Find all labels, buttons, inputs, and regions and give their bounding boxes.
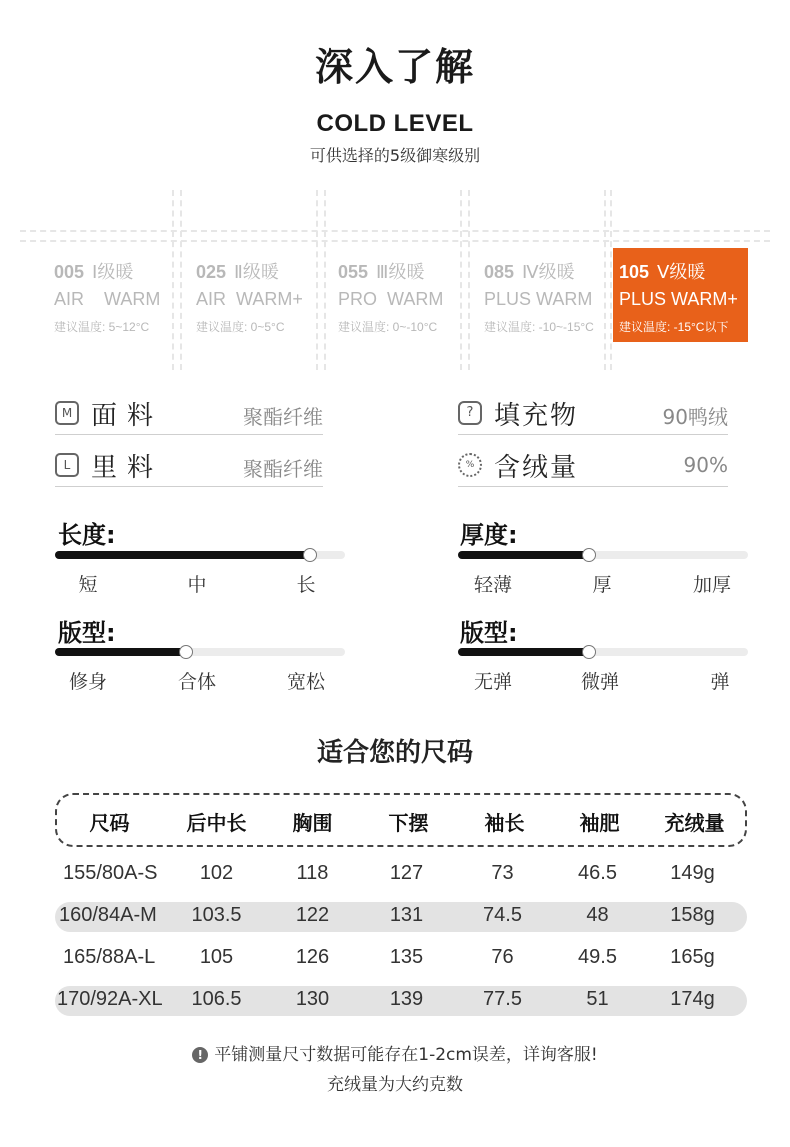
tick-label: 中 bbox=[187, 574, 207, 596]
table-cell: 74.5 bbox=[483, 904, 522, 926]
cold-level-card-5-selected bbox=[613, 248, 748, 342]
table-cell: 73 bbox=[491, 862, 514, 884]
level-temp: 建议温度: 0~-10°C bbox=[338, 320, 438, 334]
level-name: AIR WARM+ bbox=[196, 289, 303, 309]
table-cell: 76 bbox=[491, 946, 514, 968]
warning-icon: ! bbox=[192, 1047, 208, 1063]
fit-slider bbox=[55, 648, 345, 656]
thickness-slider bbox=[458, 551, 748, 559]
tick-label: 宽松 bbox=[286, 671, 325, 693]
level-name: PRO WARM bbox=[338, 289, 444, 309]
column-header: 下摆 bbox=[388, 811, 429, 835]
level-temp: 建议温度: 5~12°C bbox=[54, 320, 150, 334]
filling-row bbox=[458, 395, 728, 435]
table-cell: 165/88A-L bbox=[63, 946, 156, 968]
column-header: 胸围 bbox=[292, 811, 333, 835]
cold-level-strip bbox=[20, 190, 770, 370]
level-code: 055 bbox=[338, 262, 369, 282]
level-grade: Ⅰ级暖 bbox=[92, 262, 134, 282]
stretch-label: 版型: bbox=[460, 619, 518, 647]
table-cell: 130 bbox=[295, 988, 330, 1010]
stretch-slider bbox=[458, 648, 748, 656]
table-cell: 103.5 bbox=[191, 904, 242, 926]
filling-label: 填充物 bbox=[494, 401, 579, 431]
table-cell: 135 bbox=[389, 946, 424, 968]
level-grade: Ⅱ级暖 bbox=[234, 262, 279, 282]
tick-label: 加厚 bbox=[692, 574, 731, 596]
measurement-note-text: 平铺测量尺寸数据可能存在1-2cm误差，详询客服! bbox=[214, 1045, 598, 1065]
level-temp: 建议温度: 0~5°C bbox=[196, 320, 285, 334]
column-header: 充绒量 bbox=[664, 811, 725, 835]
table-cell: 122 bbox=[295, 904, 330, 926]
table-cell: 106.5 bbox=[191, 988, 242, 1010]
size-table-header bbox=[55, 793, 747, 847]
column-header: 尺码 bbox=[89, 811, 130, 835]
slider-knob bbox=[179, 645, 193, 659]
level-temp: 建议温度: -15°C以下 bbox=[619, 320, 729, 334]
table-cell: 149g bbox=[670, 862, 715, 884]
slider-fill bbox=[55, 551, 310, 559]
fabric-row bbox=[55, 395, 323, 435]
table-cell: 77.5 bbox=[483, 988, 522, 1010]
page-title: 深入了解 bbox=[314, 45, 475, 89]
fabric-value: 聚酯纤维 bbox=[243, 405, 323, 429]
tick-label: 长 bbox=[296, 574, 316, 596]
tick-label: 短 bbox=[78, 574, 98, 596]
lining-label: 里料 bbox=[91, 453, 164, 483]
fit-label: 版型: bbox=[58, 619, 116, 647]
slider-knob bbox=[582, 645, 596, 659]
slider-fill bbox=[55, 648, 186, 656]
slider-knob bbox=[303, 548, 317, 562]
fabric-icon: M bbox=[55, 401, 79, 425]
table-cell: 170/92A-XL bbox=[57, 988, 163, 1010]
filling-value: 90鸭绒 bbox=[662, 405, 728, 429]
table-row bbox=[55, 944, 747, 974]
table-cell: 131 bbox=[389, 904, 424, 926]
table-cell: 105 bbox=[199, 946, 234, 968]
lining-row bbox=[55, 447, 323, 487]
table-cell: 174g bbox=[670, 988, 715, 1010]
table-cell: 102 bbox=[199, 862, 234, 884]
level-name: PLUS WARM bbox=[484, 289, 593, 309]
table-row bbox=[55, 860, 747, 890]
fabric-label: 面料 bbox=[91, 401, 164, 431]
question-icon: ? bbox=[458, 401, 482, 425]
level-temp: 建议温度: -10~-15°C bbox=[484, 320, 594, 334]
cold-level-card-4 bbox=[478, 248, 618, 342]
down-content-value: 90% bbox=[683, 453, 728, 477]
level-code: 105 bbox=[619, 262, 650, 282]
down-content-label: 含绒量 bbox=[494, 453, 579, 483]
length-slider bbox=[55, 551, 345, 559]
tick-label: 合体 bbox=[177, 671, 216, 693]
level-code: 025 bbox=[196, 262, 227, 282]
table-cell: 48 bbox=[586, 904, 609, 926]
column-header: 后中长 bbox=[186, 811, 247, 835]
table-cell: 49.5 bbox=[578, 946, 617, 968]
tick-label: 微弹 bbox=[580, 671, 619, 693]
slider-fill bbox=[458, 648, 589, 656]
slider-fill bbox=[458, 551, 589, 559]
level-name: PLUS WARM+ bbox=[619, 289, 738, 309]
table-cell: 139 bbox=[389, 988, 424, 1010]
table-cell: 51 bbox=[586, 988, 609, 1010]
table-cell: 160/84A-M bbox=[59, 904, 157, 926]
length-label: 长度: bbox=[58, 521, 116, 549]
tick-label: 厚 bbox=[592, 574, 612, 596]
table-cell: 165g bbox=[670, 946, 715, 968]
level-code: 085 bbox=[484, 262, 515, 282]
tick-label: 轻薄 bbox=[473, 574, 512, 596]
level-grade: Ⅲ级暖 bbox=[376, 262, 425, 282]
down-content-row bbox=[458, 447, 728, 487]
table-cell: 46.5 bbox=[578, 862, 617, 884]
lining-icon: L bbox=[55, 453, 79, 477]
table-row bbox=[55, 902, 747, 932]
cold-level-card-2 bbox=[190, 248, 330, 342]
table-cell: 118 bbox=[296, 862, 329, 884]
table-cell: 127 bbox=[389, 862, 424, 884]
table-cell: 158g bbox=[670, 904, 715, 926]
lining-value: 聚酯纤维 bbox=[243, 457, 323, 481]
tick-label: 无弹 bbox=[473, 671, 512, 693]
level-grade: Ⅳ级暖 bbox=[522, 262, 575, 282]
tick-label: 弹 bbox=[710, 671, 730, 693]
down-weight-note: 充绒量为大约克数 bbox=[327, 1075, 463, 1095]
table-row bbox=[55, 986, 747, 1016]
grid-line bbox=[20, 240, 770, 242]
cold-level-subheading: 可供选择的5级御寒级别 bbox=[309, 146, 481, 165]
level-grade: Ⅴ级暖 bbox=[657, 262, 706, 282]
size-table-title: 适合您的尺码 bbox=[316, 738, 473, 768]
table-cell: 126 bbox=[295, 946, 330, 968]
cold-level-card-3 bbox=[332, 248, 472, 342]
level-name: AIR WARM bbox=[54, 289, 161, 309]
column-header: 袖肥 bbox=[579, 811, 620, 835]
measurement-note bbox=[0, 1040, 790, 1065]
slider-knob bbox=[582, 548, 596, 562]
cold-level-card-1 bbox=[48, 248, 188, 342]
level-code: 005 bbox=[54, 262, 85, 282]
grid-line bbox=[20, 230, 770, 232]
cold-level-heading: COLD LEVEL bbox=[316, 110, 474, 137]
tick-label: 修身 bbox=[68, 671, 107, 693]
column-header: 袖长 bbox=[484, 811, 525, 835]
table-cell: 155/80A-S bbox=[63, 862, 158, 884]
thickness-label: 厚度: bbox=[460, 521, 518, 549]
percent-icon: % bbox=[458, 453, 482, 477]
